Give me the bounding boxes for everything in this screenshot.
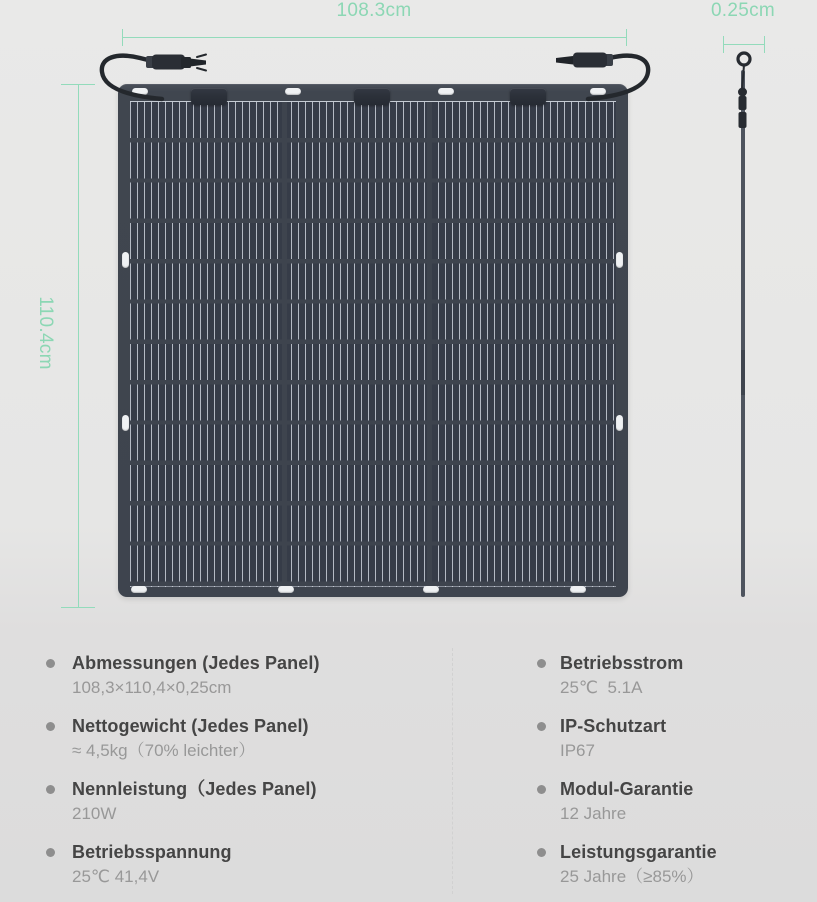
width-dimension-line bbox=[122, 37, 626, 38]
bullet-dot-icon bbox=[537, 659, 546, 668]
thickness-dimension-tick-right bbox=[764, 36, 765, 53]
bullet-dot-icon bbox=[537, 785, 546, 794]
bullet-dot-icon bbox=[46, 722, 55, 731]
spec-item-dimensions bbox=[46, 652, 320, 699]
junction-box bbox=[354, 88, 390, 105]
bullet-dot-icon bbox=[537, 848, 546, 857]
spec-item-net-weight bbox=[46, 715, 309, 762]
panel-height-dimension-label: 110.4cm bbox=[35, 296, 56, 370]
spec-title: Abmessungen (Jedes Panel) bbox=[72, 653, 320, 673]
spec-item-operating-current bbox=[537, 652, 683, 699]
height-dimension-tick-top bbox=[61, 84, 95, 85]
spec-value: 108,3×110,4×0,25cm bbox=[72, 678, 232, 697]
spec-title: Nennleistung（Jedes Panel) bbox=[72, 779, 317, 799]
spec-item-power-warranty bbox=[537, 841, 717, 888]
solar-panel-front-view bbox=[118, 84, 628, 597]
junction-box bbox=[510, 88, 546, 105]
mounting-hole bbox=[423, 586, 439, 593]
mounting-hole bbox=[570, 586, 586, 593]
spec-value: 210W bbox=[72, 804, 117, 823]
mounting-hole bbox=[438, 88, 454, 95]
solar-cell-grid bbox=[130, 101, 616, 587]
spec-title: IP-Schutzart bbox=[560, 716, 667, 736]
spec-title: Leistungsgarantie bbox=[560, 842, 717, 862]
panel-thickness-dimension-label: 0.25cm bbox=[710, 0, 776, 21]
panel-section-seam bbox=[282, 102, 287, 586]
mounting-hole bbox=[616, 252, 623, 268]
bullet-dot-icon bbox=[46, 785, 55, 794]
height-dimension-tick-bottom bbox=[61, 607, 95, 608]
spec-item-module-warranty bbox=[537, 778, 693, 825]
bullet-dot-icon bbox=[537, 722, 546, 731]
bullet-dot-icon bbox=[46, 659, 55, 668]
thickness-dimension-line bbox=[723, 44, 765, 45]
mounting-hole bbox=[278, 586, 294, 593]
mounting-hole bbox=[590, 88, 606, 95]
spec-title: Betriebsspannung bbox=[72, 842, 232, 862]
panel-section-seam bbox=[427, 102, 432, 586]
mounting-hole bbox=[122, 415, 129, 431]
spec-title: Nettogewicht (Jedes Panel) bbox=[72, 716, 309, 736]
thickness-dimension-tick-left bbox=[723, 36, 724, 53]
panel-width-dimension-label: 108.3cm bbox=[336, 0, 412, 21]
mounting-hole bbox=[616, 415, 623, 431]
spec-title: Betriebsstrom bbox=[560, 653, 684, 673]
mounting-hole bbox=[122, 252, 129, 268]
spec-columns-divider bbox=[452, 648, 453, 894]
mounting-hole bbox=[132, 88, 148, 95]
spec-title: Modul-Garantie bbox=[560, 779, 694, 799]
spec-value: 25℃ 41,4V bbox=[72, 867, 160, 886]
height-dimension-line bbox=[78, 84, 79, 607]
spec-value: 12 Jahre bbox=[560, 804, 627, 823]
width-dimension-tick-left bbox=[122, 29, 123, 46]
spec-value: 25℃ 5.1A bbox=[560, 678, 643, 697]
mounting-hole bbox=[131, 586, 147, 593]
bullet-dot-icon bbox=[46, 848, 55, 857]
spec-item-rated-power bbox=[46, 778, 317, 825]
spec-value: ≈ 4,5kg（70% leichter） bbox=[72, 741, 256, 760]
width-dimension-tick-right bbox=[626, 29, 627, 46]
mounting-hole bbox=[285, 88, 301, 95]
solar-panel-side-view bbox=[738, 53, 750, 597]
junction-box bbox=[191, 88, 227, 105]
spec-value: IP67 bbox=[560, 741, 595, 760]
spec-item-ip-rating bbox=[537, 715, 666, 762]
spec-item-operating-voltage bbox=[46, 841, 232, 888]
spec-value: 25 Jahre（≥85%） bbox=[560, 867, 704, 886]
